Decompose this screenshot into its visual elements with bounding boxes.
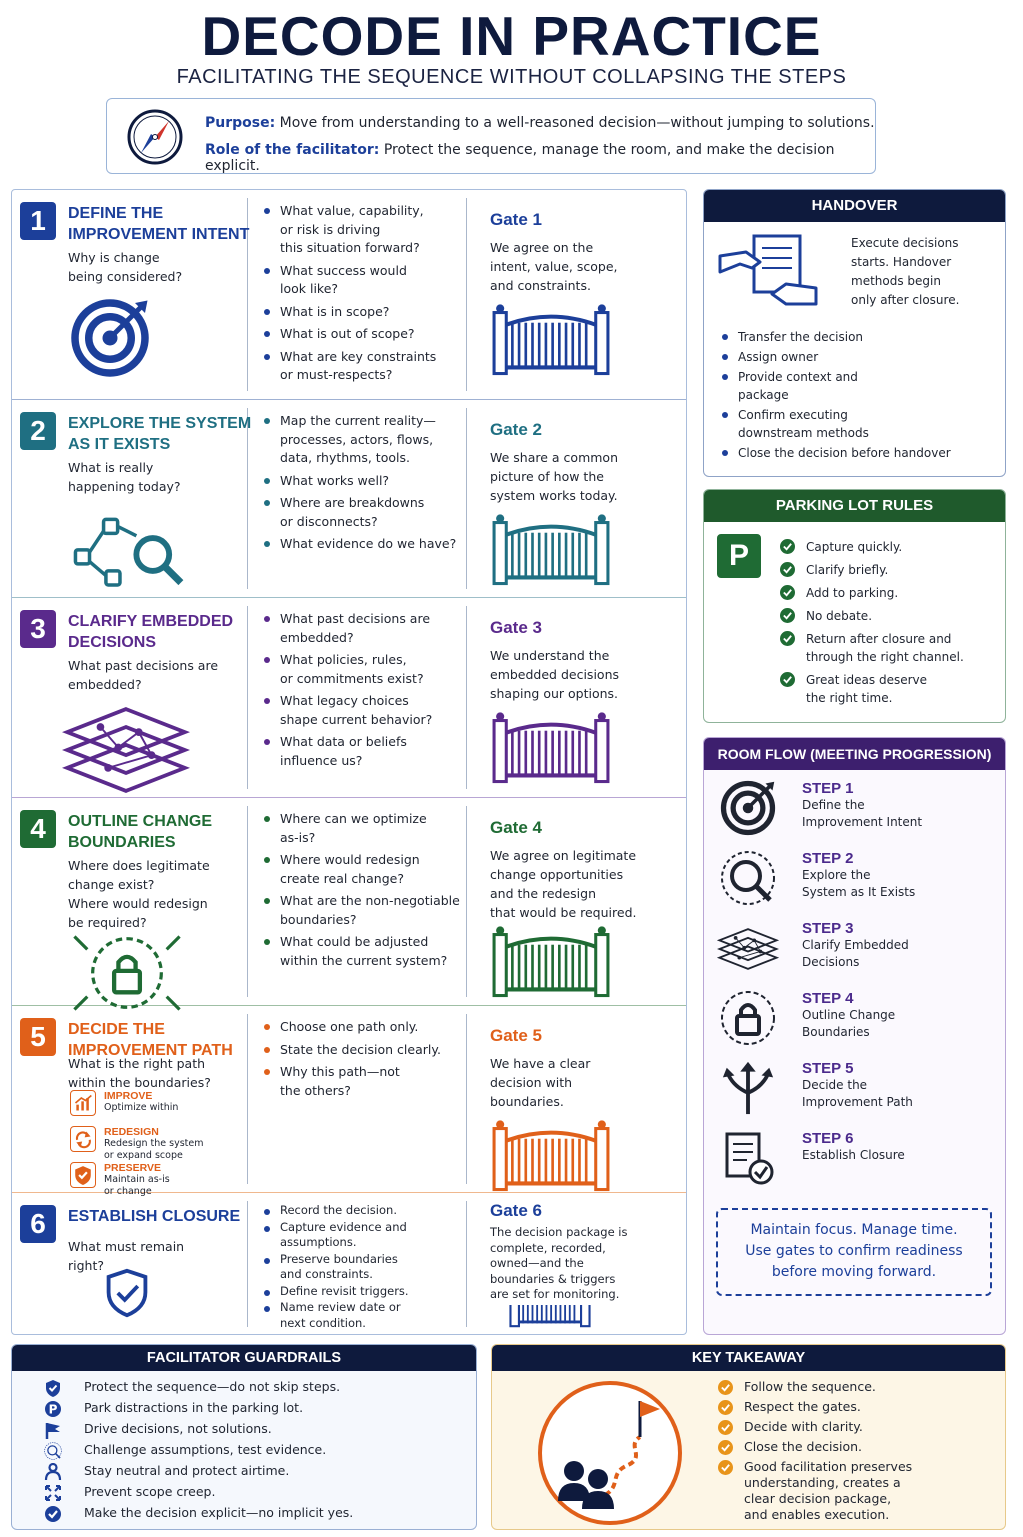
parking-text: Add to parking. <box>806 586 899 600</box>
check-icon <box>718 1460 733 1475</box>
guardrail-item <box>38 1461 353 1482</box>
bullet-item: What value, capability, or risk is driving this situation forward? <box>262 202 436 258</box>
takeaway-text: Respect the gates. <box>744 1399 861 1414</box>
room-flow-step <box>802 920 909 971</box>
gate-icon <box>490 1305 610 1329</box>
room-flow-step <box>802 1060 913 1111</box>
option-title: IMPROVE <box>104 1090 153 1102</box>
step-bullets <box>262 1203 409 1332</box>
check-icon <box>780 631 795 646</box>
search-icon <box>720 850 776 906</box>
option-redesign <box>70 1126 204 1162</box>
room-flow-panel <box>703 737 1006 1335</box>
room-flow-step-desc: Establish Closure <box>802 1148 905 1162</box>
handover-title: HANDOVER <box>704 190 1005 222</box>
parking-text: Clarify briefly. <box>806 563 889 577</box>
step-row-6 <box>12 1193 686 1335</box>
gate-icon <box>490 710 612 786</box>
step-title: CLARIFY EMBEDDED DECISIONS <box>68 613 234 651</box>
takeaway-panel <box>491 1344 1006 1530</box>
check-icon <box>718 1400 733 1415</box>
takeaway-item <box>718 1439 912 1455</box>
room-flow-step-desc: Define the Improvement Intent <box>802 798 923 829</box>
bullet-item: Define revisit triggers. <box>262 1284 409 1300</box>
refresh-icon <box>73 1129 93 1149</box>
column-divider <box>466 806 467 997</box>
bullet-item: Record the decision. <box>262 1203 409 1219</box>
bullet-item: Why this path—not the others? <box>262 1063 441 1100</box>
bullet-item: What policies, rules, or commitments exist? <box>262 651 432 688</box>
column-divider <box>466 408 467 589</box>
takeaway-item <box>718 1419 912 1435</box>
takeaway-item <box>718 1459 912 1523</box>
step-title: EXPLORE THE SYSTEM AS IT EXISTS <box>68 415 252 453</box>
handover-list <box>720 328 951 464</box>
guardrail-text: Stay neutral and protect airtime. <box>84 1463 290 1478</box>
gate-text: We agree on legitimate change opportunities and the redesign that would be required. <box>490 848 637 920</box>
page-subtitle: FACILITATING THE SEQUENCE WITHOUT COLLAPSING THE STEPS <box>176 66 847 88</box>
step-number: 6 <box>20 1205 56 1243</box>
room-flow-step-desc: Outline Change Boundaries <box>802 1008 896 1039</box>
flag-icon <box>44 1421 62 1439</box>
guardrail-text: Challenge assumptions, test evidence. <box>84 1442 327 1457</box>
layers-icon <box>62 704 190 796</box>
guardrail-item <box>38 1419 353 1440</box>
step-question: What is the right path within the boundaries? <box>68 1056 211 1090</box>
bullet-item: What data or beliefs influence us? <box>262 733 432 770</box>
room-flow-step-label: STEP 1 <box>802 780 854 797</box>
room-flow-step <box>802 850 915 901</box>
room-flow-step <box>802 1130 905 1164</box>
role-text: Protect the sequence, manage the room, and make the decision explicit. <box>205 142 835 174</box>
bullet-item: What are key constraints or must-respects? <box>262 348 436 385</box>
room-flow-step-label: STEP 6 <box>802 1130 854 1147</box>
room-flow-step-label: STEP 4 <box>802 990 854 1007</box>
parking-title: PARKING LOT RULES <box>704 490 1005 522</box>
bullet-item: What evidence do we have? <box>262 535 456 554</box>
step-number: 4 <box>20 810 56 848</box>
step-row-4 <box>12 798 686 1006</box>
handover-item: Transfer the decision <box>720 328 951 346</box>
gate-text: We agree on the intent, value, scope, and constraints. <box>490 240 618 293</box>
column-divider <box>466 198 467 391</box>
column-divider <box>466 1201 467 1327</box>
shield-icon <box>70 1162 96 1188</box>
guardrail-item <box>38 1398 353 1419</box>
check-icon <box>718 1380 733 1395</box>
bullet-item: What are the non-negotiable boundaries? <box>262 892 460 929</box>
column-divider <box>247 1014 248 1184</box>
gate-text: We understand the embedded decisions shaping our options. <box>490 648 619 701</box>
bullet-item: Preserve boundaries and constraints. <box>262 1252 409 1283</box>
handover-item: Close the decision before handover <box>720 444 951 462</box>
room-flow-step-desc: Decide the Improvement Path <box>802 1078 913 1109</box>
target-icon <box>70 298 150 378</box>
room-flow-step-desc: Clarify Embedded Decisions <box>802 938 909 969</box>
purpose-text: Move from understanding to a well-reasoned decision—without jumping to solutions. <box>279 115 875 131</box>
option-title: REDESIGN <box>104 1126 159 1138</box>
takeaway-item <box>718 1399 912 1415</box>
handover-documents-icon <box>716 232 826 322</box>
check-icon <box>780 608 795 623</box>
guardrail-item <box>38 1503 353 1524</box>
guardrail-text: Drive decisions, not solutions. <box>84 1421 272 1436</box>
step-question: Why is change being considered? <box>68 250 183 284</box>
step-bullets <box>262 610 432 774</box>
room-flow-step-label: STEP 3 <box>802 920 854 937</box>
room-flow-step-desc: Explore the System as It Exists <box>802 868 916 899</box>
parking-text: Capture quickly. <box>806 540 903 554</box>
step-title: OUTLINE CHANGE BOUNDARIES <box>68 813 212 851</box>
gate-icon <box>490 924 612 1000</box>
takeaway-item <box>718 1379 912 1395</box>
search-icon <box>44 1442 62 1460</box>
gate-icon <box>490 302 612 378</box>
bullet-item: What success would look like? <box>262 262 436 299</box>
check-icon <box>780 539 795 554</box>
check-icon <box>718 1420 733 1435</box>
step-bullets <box>262 1018 441 1104</box>
bullet-item: What past decisions are embedded? <box>262 610 432 647</box>
column-divider <box>247 806 248 997</box>
parking-item <box>780 584 964 602</box>
chart-up-icon <box>70 1090 96 1116</box>
bullet-item: What is out of scope? <box>262 325 436 344</box>
check-icon <box>780 585 795 600</box>
gate-icon <box>490 512 612 588</box>
option-desc: Optimize within <box>104 1102 179 1113</box>
step-row-3 <box>12 598 686 798</box>
bullet-item: What works well? <box>262 472 456 491</box>
bullet-item: What is in scope? <box>262 303 436 322</box>
step-title: ESTABLISH CLOSURE <box>68 1208 241 1225</box>
step-question: What past decisions are embedded? <box>68 658 219 692</box>
step-number: 5 <box>20 1018 56 1056</box>
parking-icon <box>44 1400 62 1418</box>
role-label: Role of the facilitator: <box>205 142 380 158</box>
handover-intro: Execute decisions starts. Handover methods begin only after closure. <box>851 236 960 307</box>
step-question: What must remain right? <box>68 1239 185 1273</box>
column-divider <box>466 1014 467 1184</box>
compass-icon <box>125 107 185 167</box>
checklist-icon <box>720 1130 776 1186</box>
lock-boundary-icon <box>68 932 186 1014</box>
parking-item <box>780 671 964 707</box>
handover-item: Confirm executing downstream methods <box>720 406 951 442</box>
guardrail-item <box>38 1377 353 1398</box>
parking-list <box>780 538 964 712</box>
steps-panel <box>11 189 687 1335</box>
parking-item <box>780 561 964 579</box>
bullet-item: Choose one path only. <box>262 1018 441 1037</box>
check-icon <box>44 1505 62 1523</box>
guardrails-title: FACILITATOR GUARDRAILS <box>12 1345 476 1371</box>
guardrail-text: Prevent scope creep. <box>84 1484 216 1499</box>
expand-icon <box>44 1484 62 1502</box>
room-flow-title: ROOM FLOW (MEETING PROGRESSION) <box>704 738 1005 770</box>
bullet-item: Where can we optimize as-is? <box>262 810 460 847</box>
option-improve <box>70 1090 178 1114</box>
step-row-2 <box>12 400 686 598</box>
gate-title: Gate 2 <box>490 420 542 439</box>
step-number: 2 <box>20 412 56 450</box>
target-icon <box>720 780 776 836</box>
column-divider <box>247 1201 248 1327</box>
column-divider <box>466 606 467 789</box>
step-bullets <box>262 202 436 389</box>
parking-item <box>780 538 964 556</box>
purpose-box <box>106 98 876 174</box>
gate-title: Gate 4 <box>490 818 542 837</box>
check-icon <box>780 672 795 687</box>
step-title: DECIDE THE IMPROVEMENT PATH <box>68 1021 233 1059</box>
step-title: DEFINE THE IMPROVEMENT INTENT <box>68 205 250 243</box>
room-flow-step-label: STEP 2 <box>802 850 854 867</box>
parking-text: Return after closure and through the right channel. <box>806 632 964 664</box>
bullet-item: What could be adjusted within the current system? <box>262 933 460 970</box>
svg-text:P: P <box>48 1402 58 1417</box>
bullet-item: Where are breakdowns or disconnects? <box>262 494 456 531</box>
gate-text: We share a common picture of how the system works today. <box>490 450 618 503</box>
room-flow-step <box>802 780 922 831</box>
bullet-item: Name review date or next condition. <box>262 1300 409 1331</box>
chart-up-icon <box>73 1093 93 1113</box>
gate-title: Gate 3 <box>490 618 542 637</box>
guardrail-text: Protect the sequence—do not skip steps. <box>84 1379 341 1394</box>
step-number: 3 <box>20 610 56 648</box>
lock-icon <box>720 990 776 1046</box>
layers-icon <box>717 924 779 974</box>
handover-item: Provide context and package <box>720 368 951 404</box>
check-icon <box>718 1440 733 1455</box>
gate-icon <box>490 1118 612 1194</box>
step-bullets <box>262 810 460 974</box>
takeaway-list <box>718 1379 912 1527</box>
gate-text: The decision package is complete, recorded, owned—and the boundaries & triggers are set for monitoring. <box>490 1225 628 1301</box>
shield-check-icon <box>104 1265 150 1321</box>
step-bullets <box>262 412 456 558</box>
parking-text: No debate. <box>806 609 873 623</box>
option-desc: Maintain as-is or change <box>104 1174 170 1197</box>
bullet-item: Capture evidence and assumptions. <box>262 1220 409 1251</box>
page-title: DECODE IN PRACTICE <box>201 5 822 67</box>
handover-item: Assign owner <box>720 348 951 366</box>
takeaway-text: Close the decision. <box>744 1439 863 1454</box>
guardrails-list <box>38 1377 353 1524</box>
takeaway-text: Decide with clarity. <box>744 1419 863 1434</box>
guardrail-text: Make the decision explicit—no implicit yes. <box>84 1505 354 1520</box>
parking-item <box>780 607 964 625</box>
parking-item <box>780 630 964 666</box>
gate-title: Gate 1 <box>490 210 542 229</box>
guardrails-panel <box>11 1344 477 1530</box>
takeaway-title: KEY TAKEAWAY <box>492 1345 1005 1371</box>
option-title: PRESERVE <box>104 1162 161 1174</box>
room-flow-step-label: STEP 5 <box>802 1060 854 1077</box>
shield-icon <box>44 1379 62 1397</box>
guardrail-item <box>38 1482 353 1503</box>
guardrail-item <box>38 1440 353 1461</box>
step-number: 1 <box>20 202 56 240</box>
purpose-label: Purpose: <box>205 115 276 131</box>
people-icon <box>44 1463 62 1481</box>
bullet-item: What legacy choices shape current behavior? <box>262 692 432 729</box>
parking-text: Great ideas deserve the right time. <box>806 673 928 705</box>
check-icon <box>780 562 795 577</box>
guardrail-text: Park distractions in the parking lot. <box>84 1400 304 1415</box>
step-row-1 <box>12 190 686 400</box>
step-row-5 <box>12 1006 686 1197</box>
system-search-icon <box>68 510 186 592</box>
fork-arrows-icon <box>720 1060 776 1116</box>
bullet-item: Map the current reality— processes, actors, flows, data, rhythms, tools. <box>262 412 456 468</box>
step-question: What is really happening today? <box>68 460 181 494</box>
refresh-icon <box>70 1126 96 1152</box>
takeaway-text: Good facilitation preserves understanding, creates a clear decision package, and enables execution. <box>744 1459 913 1522</box>
parking-panel <box>703 489 1006 723</box>
gate-text: We have a clear decision with boundaries. <box>490 1056 591 1109</box>
gate-title: Gate 6 <box>490 1201 542 1220</box>
takeaway-text: Follow the sequence. <box>744 1379 876 1394</box>
step-question: Where does legitimate change exist? Where would redesign be required? <box>68 858 210 930</box>
shield-icon <box>73 1165 93 1185</box>
room-flow-step <box>802 990 895 1041</box>
parking-badge-icon: P <box>717 534 761 578</box>
handover-panel <box>703 189 1006 477</box>
bullet-item: State the decision clearly. <box>262 1041 441 1060</box>
gate-title: Gate 5 <box>490 1026 542 1045</box>
journey-flag-icon <box>536 1379 684 1527</box>
room-flow-note: Maintain focus. Manage time. Use gates to confirm readiness before moving forward. <box>716 1208 992 1296</box>
option-desc: Redesign the system or expand scope <box>104 1138 204 1161</box>
column-divider <box>247 606 248 789</box>
bullet-item: Where would redesign create real change? <box>262 851 460 888</box>
